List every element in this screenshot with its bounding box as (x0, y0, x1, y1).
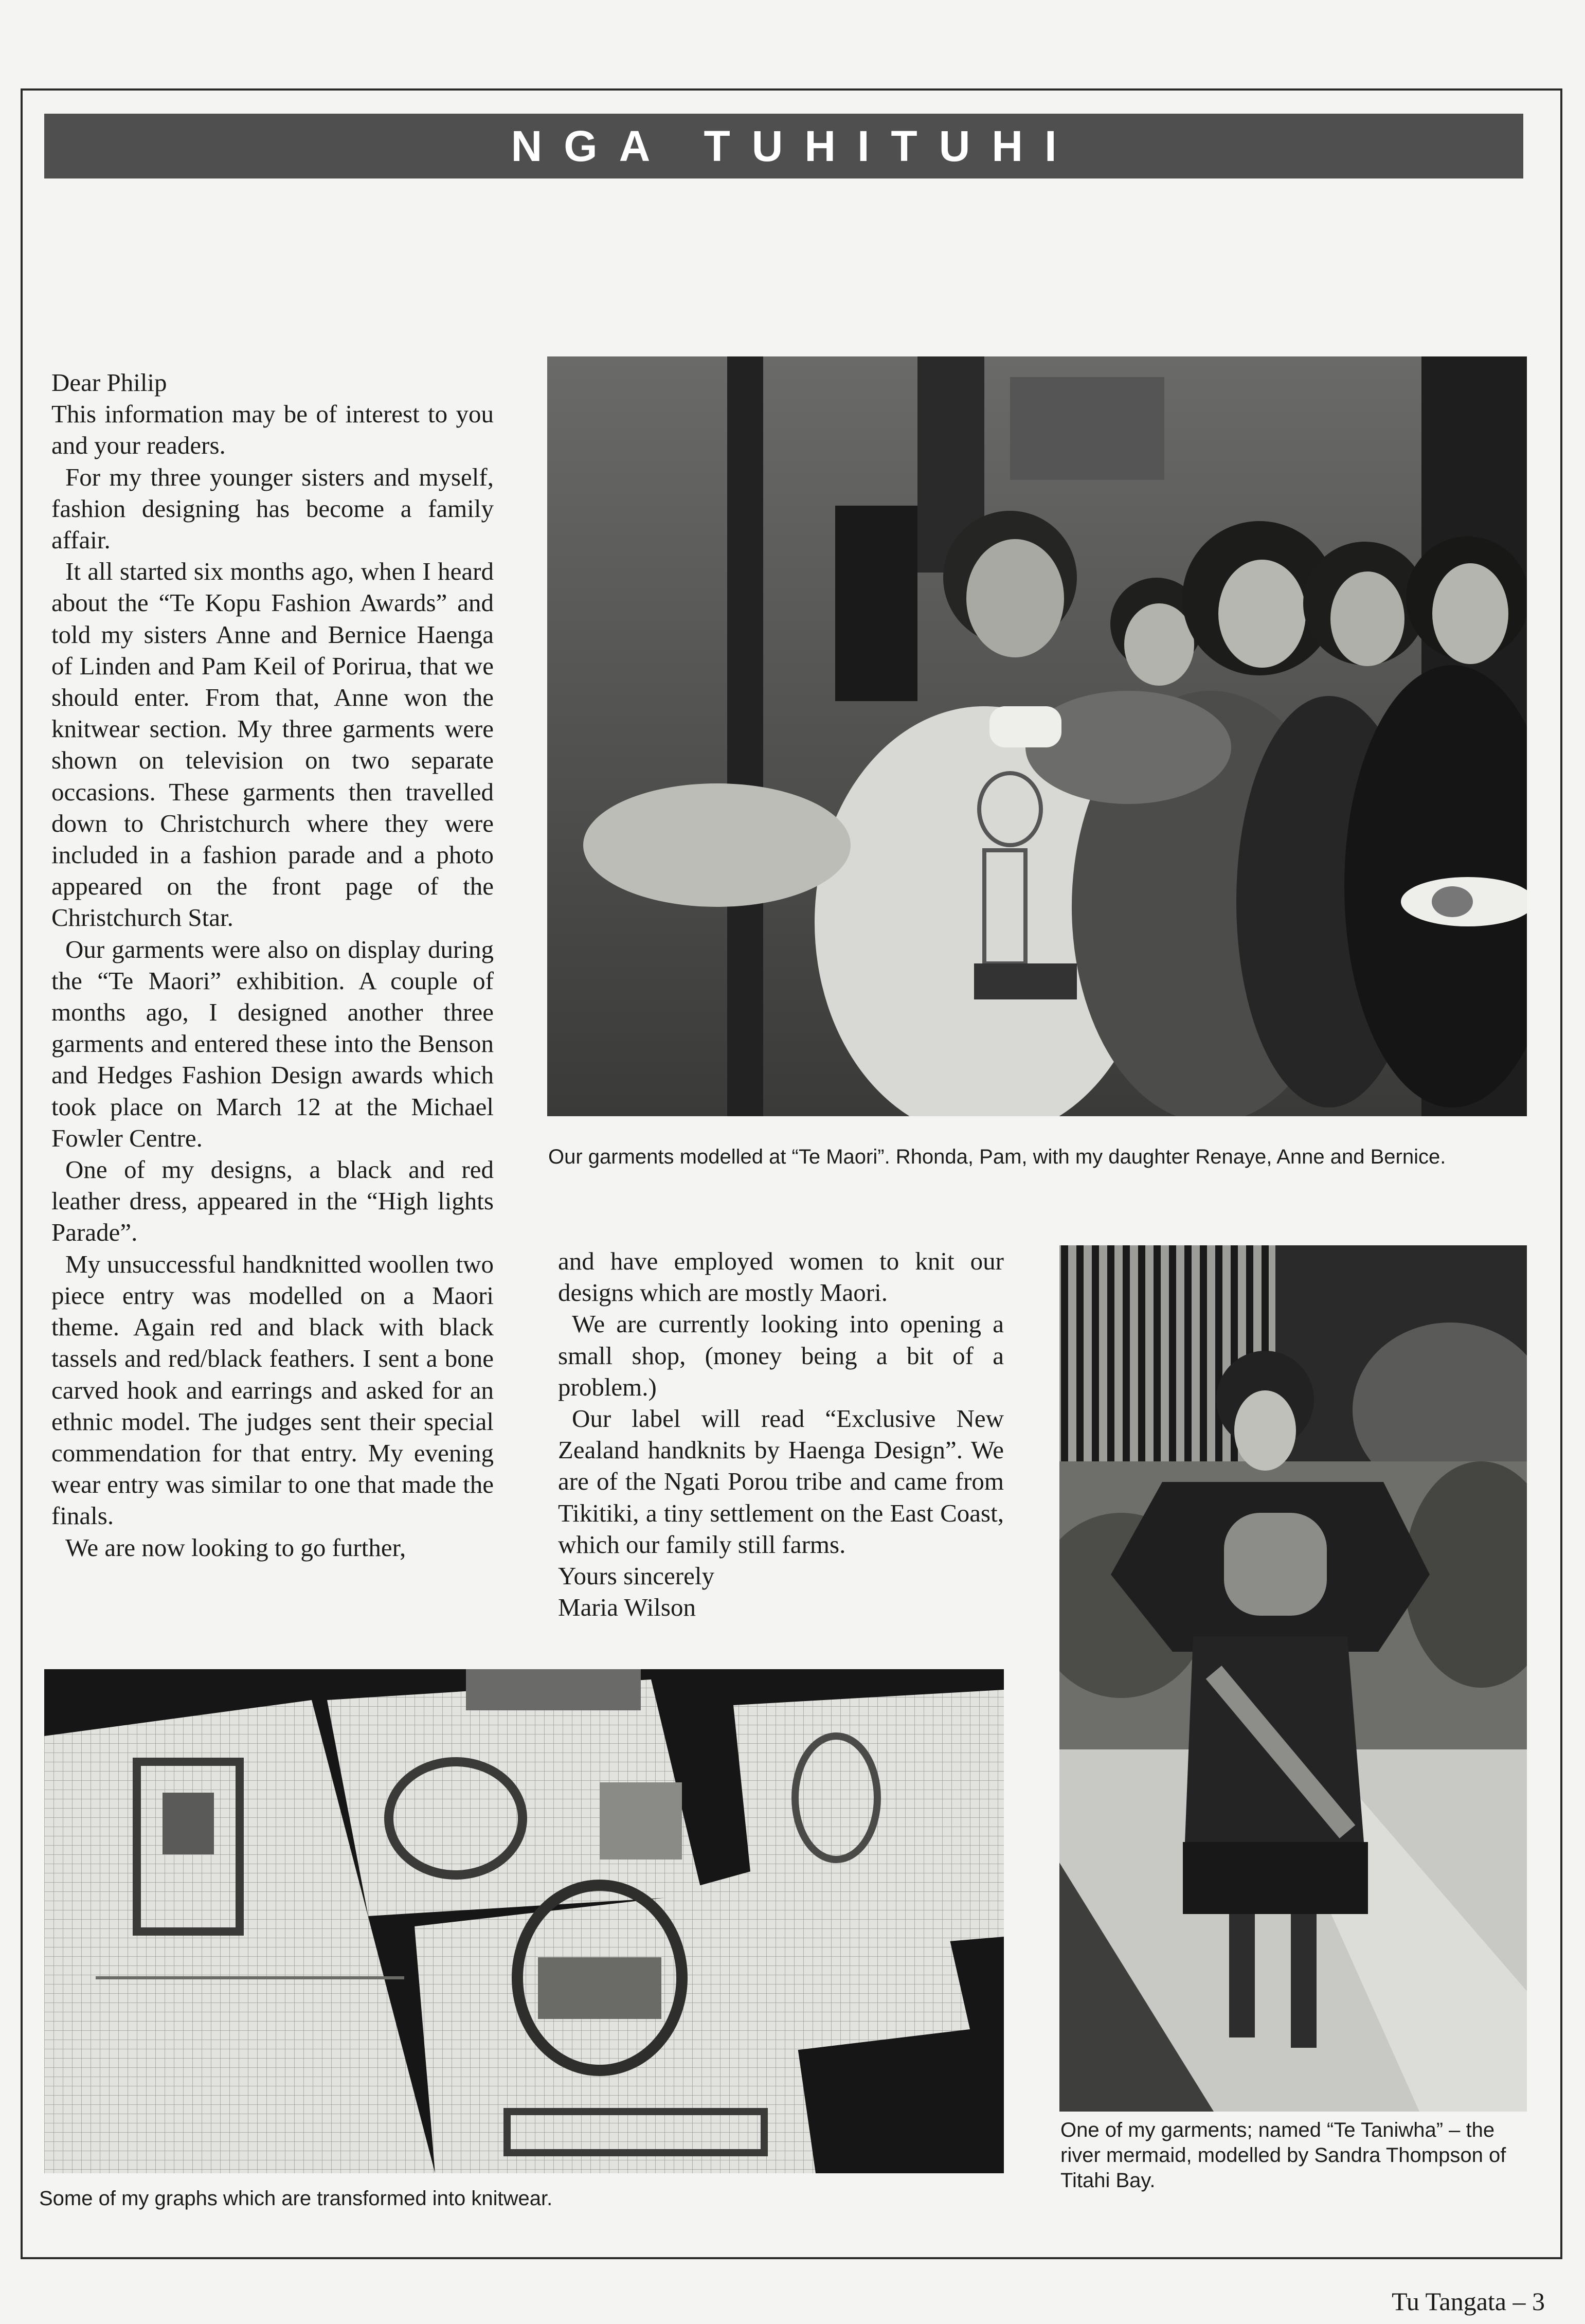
section-banner: NGA TUHITUHI (44, 114, 1523, 178)
group-photo-caption: Our garments modelled at “Te Maori”. Rhonda, Pam, with my daughter Renaye, Anne and Bernice. (548, 1146, 1446, 1168)
graphs-photo-image (44, 1669, 1004, 2173)
letter-paragraph: For my three younger sisters and myself, fashion designing has become a family affair. (51, 462, 494, 555)
model-photo (1059, 1245, 1527, 2112)
group-photo (547, 356, 1527, 1116)
graphs-photo (44, 1669, 1004, 2173)
letter-paragraph: Dear Philip (51, 368, 167, 397)
group-photo-image (547, 356, 1527, 1116)
letter-paragraph: Our label will read “Exclusive New Zealand handknits by Haenga Design”. We are of the Ngati Porou tribe and came from Tikitiki, a tiny settlement on the East Coast, which our family still farms. (558, 1404, 1004, 1559)
letter-paragraph: It all started six months ago, when I heard about the “Te Kopu Fashion Awards” and told my sisters Anne and Bernice Haenga of Linden and Pam Keil of Porirua, that we should enter. From that, Anne won the knitwear section. My three garments were shown on television on two separate occasions. These garments then travelled down to Christchurch where they were included in a fashion parade and a photo appeared on the front page of the Christchurch Star. (51, 557, 494, 932)
page-footer: Tu Tangata – 3 (1392, 2287, 1545, 2316)
letter-signoff: Yours sincerely (558, 1562, 714, 1590)
letter-middle-column (558, 1245, 1004, 1623)
letter-paragraph: One of my designs, a black and red leather dress, appeared in the “High lights Parade”. (51, 1155, 494, 1247)
letter-paragraph: and have employed women to knit our designs which are mostly Maori. (558, 1247, 1004, 1307)
letter-paragraph: My unsuccessful handknitted woollen two piece entry was modelled on a Maori theme. Again red and black with black tassels and red/black feathers. I sent a bone carved hook and earrings and asked for an ethnic model. The judges sent their special commendation for that entry. My evening wear entry was similar to one that made the finals. (51, 1249, 494, 1530)
letter-paragraph: Our garments were also on display during the “Te Maori” exhibition. A couple of months ago, I designed another three garments and entered these into the Benson and Hedges Fashion Design awards which took place on March 12 at the Michael Fowler Centre. (51, 935, 494, 1152)
model-photo-caption: One of my garments; named “Te Taniwha” – the river mermaid, modelled by Sandra Thompson of Titahi Bay. (1060, 2119, 1506, 2192)
model-photo-image (1059, 1245, 1527, 2112)
letter-paragraph: This information may be of interest to you and your readers. (51, 400, 494, 460)
letter-paragraph: We are currently looking into opening a small shop, (money being a bit of a problem.) (558, 1310, 1004, 1401)
letter-signature: Maria Wilson (558, 1593, 696, 1622)
letter-paragraph: We are now looking to go further, (65, 1533, 406, 1562)
graphs-photo-caption: Some of my graphs which are transformed into knitwear. (39, 2187, 553, 2210)
letter-left-column (51, 367, 494, 1563)
